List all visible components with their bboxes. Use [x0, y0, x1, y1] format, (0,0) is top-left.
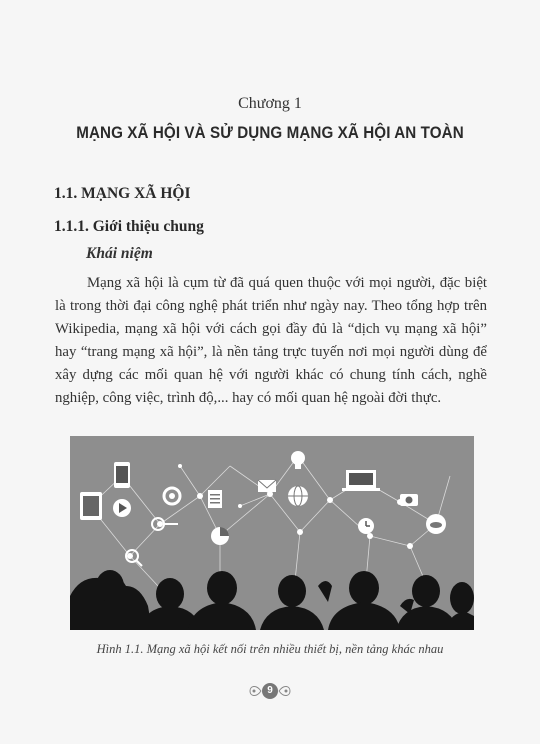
- page-number-ornament: [250, 682, 290, 702]
- subsection-heading: 1.1.1. Giới thiệu chung: [54, 218, 204, 235]
- tablet-icon: [80, 492, 102, 520]
- document-icon: [208, 490, 222, 508]
- ornament-left-icon: [248, 682, 262, 700]
- body-paragraph: Mạng xã hội là cụm từ đã quá quen thuộc với mọi người, đặc biệt là trong thời đại công nghệ phát triển như ngày nay. Theo tổng hợp trên Wikipedia, mạng xã hội với cách gọi đầy đủ là “dịch vụ mạng xã hội” hay “trang mạng xã hội”, là nền tảng trực tuyến nơi mọi người dùng để xây dựng các mối quan hệ với người khác có chung tính cách, nghề nghiệp, công việc, trình độ,... hay có mối quan hệ ngoài đời thực.: [55, 275, 487, 406]
- page-number: 9: [262, 683, 278, 699]
- play-icon: [113, 499, 131, 517]
- globe-icon: [288, 486, 308, 506]
- phone-icon: [114, 462, 130, 488]
- clock-icon: [358, 518, 374, 534]
- section-heading: 1.1. MẠNG XÃ HỘI: [54, 185, 191, 202]
- social-network-illustration: [70, 436, 474, 630]
- chart-icon: [211, 527, 229, 545]
- figure-social-network: [70, 436, 474, 630]
- ornament-right-icon: [278, 682, 292, 700]
- figure-caption: Hình 1.1. Mạng xã hội kết nối trên nhiều thiết bị, nền tảng khác nhau: [96, 642, 444, 656]
- subheading: Khái niệm: [86, 245, 153, 262]
- laptop-icon: [342, 470, 380, 491]
- mail-icon: [258, 480, 276, 492]
- camera-icon: [400, 494, 418, 506]
- chapter-label: Chương 1: [238, 95, 302, 112]
- cloud-icon: [426, 514, 446, 534]
- chapter-title: MẠNG XÃ HỘI VÀ SỬ DỤNG MẠNG XÃ HỘI AN TOÀN: [76, 124, 464, 142]
